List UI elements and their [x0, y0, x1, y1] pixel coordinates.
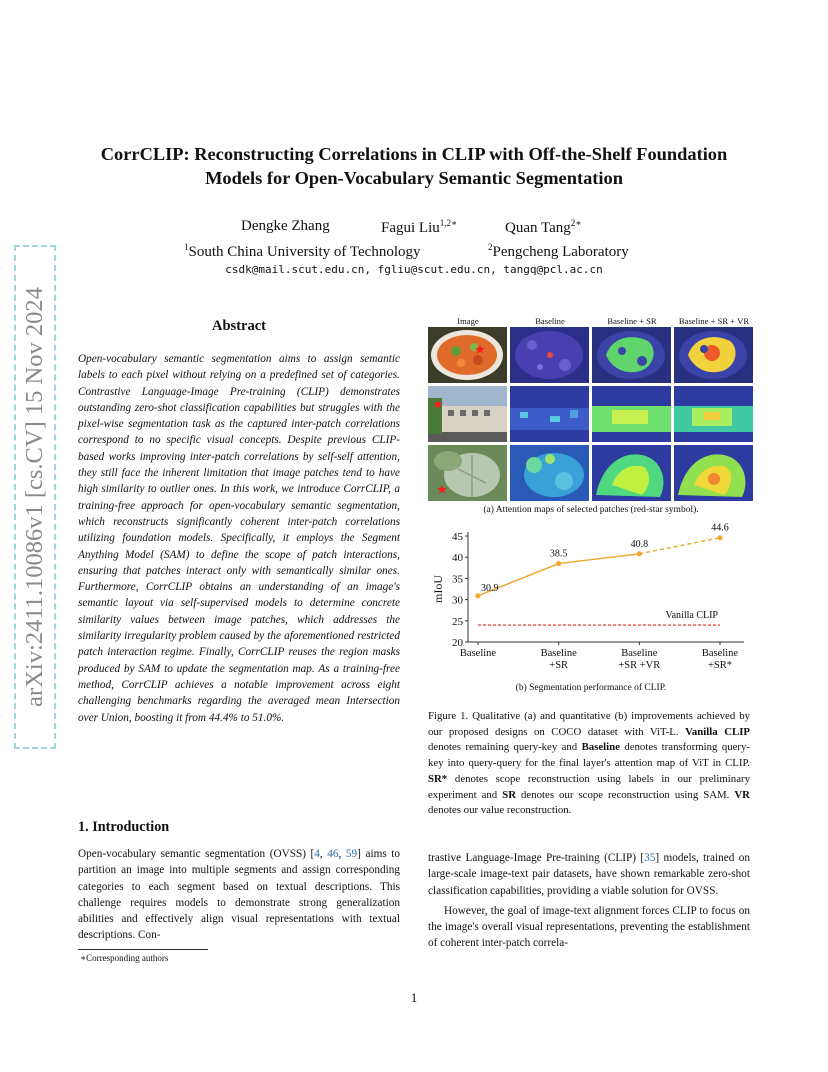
citation-link[interactable]: 59 [345, 848, 358, 860]
author-emails: csdk@mail.scut.edu.cn, fgliu@scut.edu.cn, tangq@pcl.ac.cn [225, 263, 603, 276]
data-label: 44.6 [711, 522, 729, 534]
data-label: 38.5 [549, 548, 568, 560]
image-leaves [428, 445, 507, 501]
series-line-segment [559, 554, 640, 564]
author-2: Fagui Liu$^{1,2∗}$ [381, 218, 458, 236]
y-tick-label: 35 [452, 573, 463, 586]
data-label: 40.8 [630, 538, 649, 550]
y-axis-label: mIoU [431, 575, 445, 603]
x-tick-label: Baseline [621, 648, 658, 659]
reference-line-label: Vanilla CLIP [665, 610, 718, 622]
y-tick-label: 20 [452, 637, 463, 649]
attention-map-grid [428, 327, 754, 502]
x-tick-label: Baseline [540, 648, 577, 659]
y-tick-label: 25 [452, 615, 463, 628]
arxiv-stamp: arXiv:2411.10086v1 [cs.CV] 15 Nov 2024 [14, 245, 56, 749]
attention-map-baseline [510, 386, 589, 442]
attention-map-sr-vr [674, 445, 753, 501]
column-label: Baseline [535, 316, 565, 326]
y-tick-label: 40 [452, 552, 463, 565]
image-food-plate [428, 327, 507, 383]
x-tick-label: Baseline [701, 648, 739, 659]
data-point [475, 593, 480, 598]
y-tick-label: 30 [452, 594, 463, 607]
data-point [717, 535, 722, 540]
footnote-rule [78, 949, 208, 950]
attention-map-sr [592, 327, 671, 383]
author-1: Dengke Zhang [241, 218, 330, 234]
citation-link[interactable]: 4 [314, 848, 320, 860]
page-number: 1 [410, 990, 418, 1005]
author-3: Quan Tang$^{2∗}$ [505, 218, 582, 236]
attention-map-baseline [510, 327, 589, 383]
x-tick-label: Baseline [459, 648, 497, 659]
attention-map-sr [592, 386, 671, 442]
data-label: 30.9 [481, 582, 499, 594]
x-tick-label: +SR [549, 660, 569, 671]
column-label: Baseline + SR [607, 316, 657, 326]
column-label: Image [457, 316, 479, 326]
footnote: ∗Corresponding authors [80, 953, 169, 963]
figure-caption-a: (a) Attention maps of selected patches (red-star symbol). [483, 505, 699, 515]
section-heading-introduction: 1. Introduction [78, 819, 170, 835]
data-point [556, 561, 561, 566]
y-tick-label: 45 [452, 531, 463, 543]
figure-caption: Figure 1. Qualitative (a) and quantitative (b) improvements achieved by our proposed designs on COCO dataset with ViT-L. Vanilla CLIP denotes remaining query-key and Baseline denotes transforming query-key into query-query for the final layer's attention map of ViT in CLIP. SR* denotes scope reconstruction using labels in our preliminary experiment and SR denotes our scope reconstruction using SAM. VR denotes our value reconstruction. [428, 710, 750, 817]
miou-line-chart [428, 520, 754, 680]
column-label: Baseline + SR + VR [678, 316, 750, 326]
abstract-text: Open-vocabulary semantic segmentation aims to assign semantic labels to each pixel without relying on a predefined set of categories. Contrastive Language-Image Pre-training (CLIP) demonstrates outstanding zero-shot classification capabilities but struggles with the pixel-wise segmentation task as the captured inter-patch correlations correspond to no specific visual concepts. Despite previous CLIP-based works improving inter-patch correlations by self-self attention, they still face the inherent limitation that image patches tend to have high similarity to outlier ones. In this work, we introduce CorrCLIP, a training-free approach for open-vocabulary semantic segmentation, which reconstructs significantly coherent inter-patch correlations utilizing foundation models. Specifically, it employs the Segment Anything Model (SAM) to define the scope of patch interactions, ensuring that patches interact only with semantically similar ones. Furthermore, CorrCLIP obtains an understanding of an image's semantic layout via self-supervised models to determine concrete similarity values between image patches, which addresses the similarity irregularity problem caused by the aforementioned restricted patch interaction regime. Finally, CorrCLIP reuses the region masks produced by SAM to update the segmentation map. As a training-free method, CorrCLIP achieves a notable improvement across eight challenging benchmarks regarding the averaged mean Intersection over Union, boosting it from 44.4% to 51.0%. [78, 353, 400, 724]
figure-caption-b: (b) Segmentation performance of CLIP. [515, 683, 667, 693]
right-column-text [428, 850, 750, 952]
introduction-paragraph: Open-vocabulary semantic segmentation (OVSS) [4, 46, 59] aims to partition an image into multiple segments and assign corresponding categories to each segment based on textual descriptions. This challenge requires models to demonstrate strong generalization abilities and effectively align visual representations with textual descriptions. Con- [78, 848, 401, 942]
paper-title: CorrCLIP: Reconstructing Correlations in CLIP with Off-the-Shelf Foundation Models for Open-Vocabulary Semantic Segmentation [100, 144, 728, 188]
affiliation-1: $^1$South China University of Technology [184, 242, 421, 260]
affiliation-2: $^2$Pengcheng Laboratory [488, 242, 629, 260]
abstract-heading: Abstract [212, 318, 266, 334]
citation-link[interactable]: 46 [327, 848, 339, 860]
attention-map-sr-vr [674, 386, 753, 442]
attention-map-sr-vr [674, 327, 753, 383]
paragraph: trastive Language-Image Pre-training (CLIP) [35] models, trained on large-scale image-text pair datasets, have shown remarkable zero-shot classification capabilities, providing a viable solution for OVSS. [428, 852, 751, 897]
image-street [428, 386, 507, 442]
attention-map-sr [592, 445, 671, 501]
data-point [637, 551, 642, 556]
attention-map-baseline [510, 445, 589, 501]
paragraph: However, the goal of image-text alignment forces CLIP to focus on the image's overall visual representations, preventing the establishment of coherent inter-patch correla- [428, 904, 750, 950]
x-tick-label: +SR* [707, 660, 733, 671]
series-line-segment [639, 538, 720, 554]
citation-link[interactable]: 35 [644, 852, 656, 864]
x-tick-label: +SR +VR [618, 660, 661, 671]
